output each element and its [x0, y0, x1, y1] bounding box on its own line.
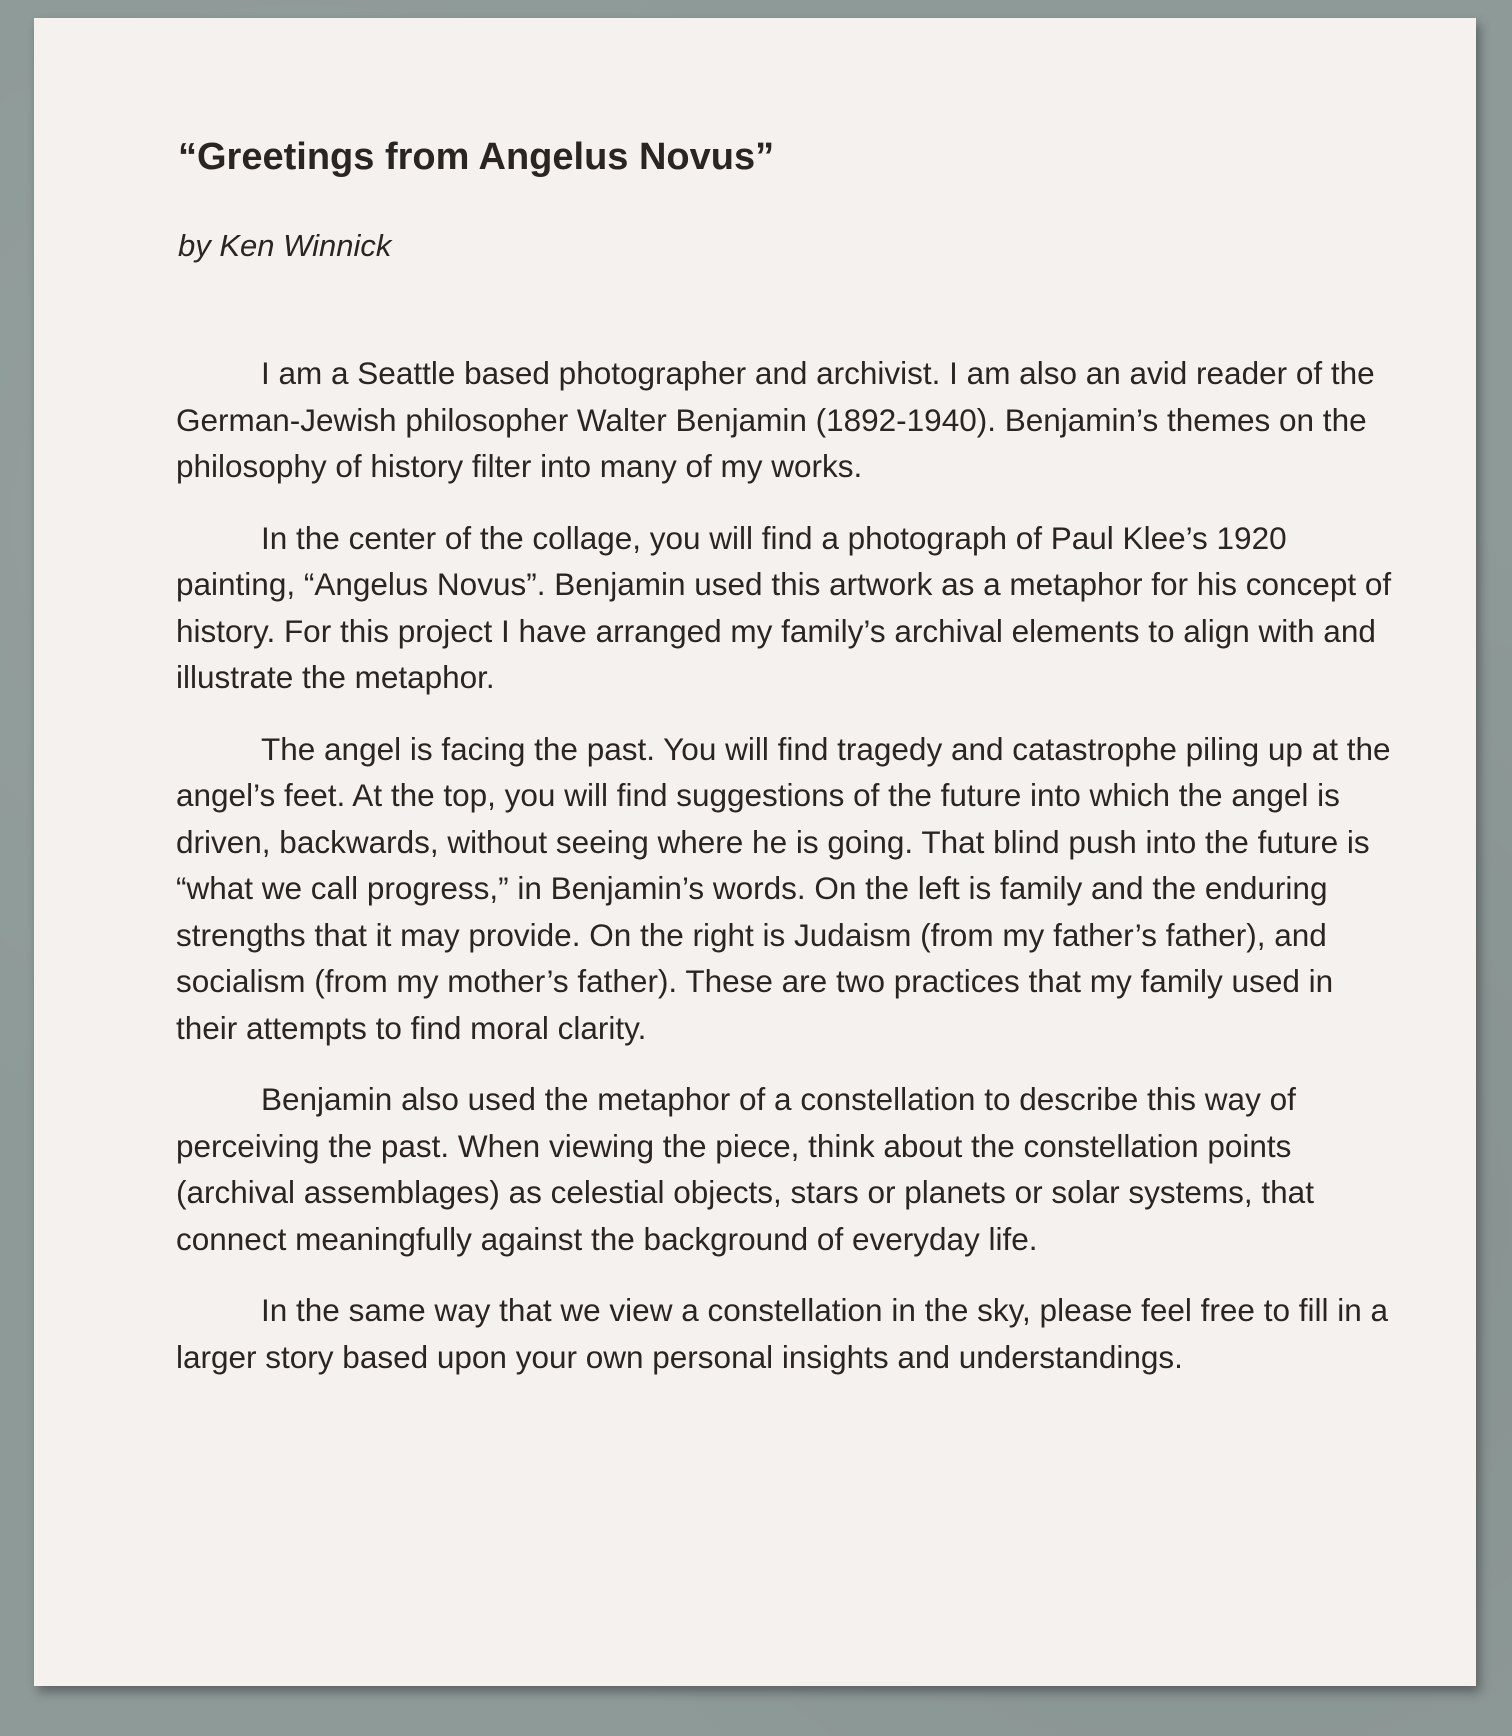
- author-byline: by Ken Winnick: [178, 228, 392, 263]
- exhibit-placard: [34, 18, 1476, 1686]
- paragraph-closing: In the same way that we view a constellation in the sky, please feel free to fill in a larger story based upon your own personal insights and understandings.: [176, 1292, 1389, 1375]
- placard-body: [176, 350, 1396, 1380]
- placard-title: “Greetings from Angelus Novus”: [178, 136, 775, 178]
- paragraph-intro: I am a Seattle based photographer and archivist. I am also an avid reader of the German-Jewish philosopher Walter Benjamin (1892-1940). Benjamin’s themes on the philosophy of history filter into many of my works.: [176, 355, 1375, 484]
- paragraph-constellation: Benjamin also used the metaphor of a constellation to describe this way of perceiving the past. When viewing the piece, think about the constellation points (archival assemblages) as celestial objects, stars or planets or solar systems, that connect meaningfully against the background of everyday life.: [176, 1081, 1314, 1257]
- paragraph-angel-facing-past: The angel is facing the past. You will find tragedy and catastrophe piling up at the angel’s feet. At the top, you will find suggestions of the future into which the angel is driven, backwards, without seeing where he is going. That blind push into the future is “what we call progress,” in Benjamin’s words. On the left is family and the enduring strengths that it may provide. On the right is Judaism (from my father’s father), and socialism (from my mother’s father). These are two practices that my family used in their attempts to find moral clarity.: [176, 730, 1391, 1046]
- paragraph-collage-center: In the center of the collage, you will find a photograph of Paul Klee’s 1920 painting, “Angelus Novus”. Benjamin used this artwork as a metaphor for his concept of history. For this project I have arranged my family’s archival elements to align with and illustrate the metaphor.: [176, 519, 1392, 695]
